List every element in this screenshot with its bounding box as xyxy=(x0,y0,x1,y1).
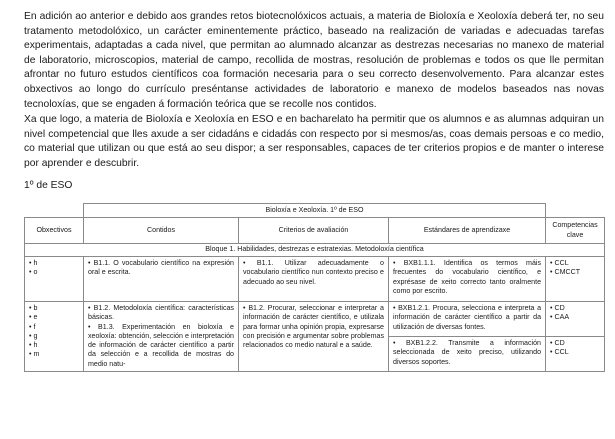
header-estandares: Estándares de aprendizaxe xyxy=(389,218,546,244)
block-title: Bloque 1. Habilidades, destrezas e estratexias. Metodoloxía científica xyxy=(25,244,605,257)
second-paragraph: Xa que logo, a materia de Bioloxía e Xeoloxía en ESO e en bacharelato ha permitir que os alumnos e as alumnas adquiran un nivel competencial que lles axude a ser cidadáns e cidadás con respecto por si mesmos/as, coas demais persoas e co medio, co material que utilizan ou que está ao seu dispor; a ser responsables, capaces de ter criterios propios e de manter o interese por aprender e descubrir. xyxy=(24,114,604,169)
curriculum-table xyxy=(24,203,605,372)
criterios-cell xyxy=(239,257,389,302)
section-heading: 1º de ESO xyxy=(24,180,73,191)
competencia-item: • CAA xyxy=(550,313,600,322)
table-title: Bioloxía e Xeoloxía. 1º de ESO xyxy=(84,204,546,218)
estandar-item: • BXB1.2.1. Procura, selecciona e interpreta a información de carácter científico a partir da utilización de diversas fontes. xyxy=(393,304,541,332)
competencias-cell xyxy=(546,302,605,337)
criterios-cell xyxy=(239,302,389,372)
estandares-cell xyxy=(389,302,546,337)
contido-item: • B1.1. O vocabulario científico na expresión oral e escrita. xyxy=(88,259,234,278)
obxectivo-item: • m xyxy=(29,350,79,359)
header-contidos: Contidos xyxy=(84,218,239,244)
obxectivo-item: • h xyxy=(29,259,79,268)
criterio-item: • B1.2. Procurar, seleccionar e interpretar a información de carácter científico, e utilizala para formar unha opinión propia, expresarse con precisión e argumentar sobre problemas relacionados co medio natural e a saúde. xyxy=(243,304,384,350)
estandar-item: • BXB1.2.2. Transmite a información seleccionada de xeito preciso, utilizando diversos soportes. xyxy=(393,339,541,367)
obxectivo-item: • b xyxy=(29,304,79,313)
contidos-cell xyxy=(84,302,239,372)
contidos-cell xyxy=(84,257,239,302)
estandares-cell xyxy=(389,257,546,302)
table-row xyxy=(25,302,605,337)
intro-paragraph: En adición ao anterior e debido aos grandes retos biotecnolóxicos actuais, a materia de Bioloxía e Xeoloxía deberá ter, no seu tratamento metodolóxico, un carácter eminentemente práctico, baseado na realización de variadas e adecuadas tarefas experimentais, adaptadas a cada nivel, que permitan ao alumnado alcanzar as destrezas necesarias no manexo de material de laboratorio, microscopios, material de campo, recollida de mostras, resolución de problemas e todos os que lle permitan afrontar no futuro estudos científicos coa formación necesaria para o seu correcto desenvolvemento. Para alcanzar estes obxectivos ao longo do currículo preséntanse actividades de laboratorio e manexo de modelos baseados nas novas tecnoloxías, que se engaden á formación teórica que se recolle nos contidos. xyxy=(24,11,604,110)
obxectivo-item: • e xyxy=(29,313,79,322)
obxectivo-item: • g xyxy=(29,332,79,341)
competencia-item: • CD xyxy=(550,304,600,313)
obxectivo-item: • f xyxy=(29,323,79,332)
table-row xyxy=(25,257,605,302)
estandares-cell xyxy=(389,337,546,372)
obxectivo-item: • h xyxy=(29,341,79,350)
header-competencias: Competencias clave xyxy=(546,218,605,244)
obxectivos-cell xyxy=(25,302,84,372)
obxectivo-item: • o xyxy=(29,268,79,277)
competencia-item: • CCL xyxy=(550,348,600,357)
competencias-cell xyxy=(546,337,605,372)
competencias-cell xyxy=(546,257,605,302)
contido-item: • B1.3. Experimentación en bioloxía e xeoloxía: obtención, selección e interpretación de información de carácter científico a partir da selección e a recollida de mostras do medio natu- xyxy=(88,323,234,369)
header-obxectivos: Obxectivos xyxy=(25,218,84,244)
competencia-item: • CD xyxy=(550,339,600,348)
criterio-item: • B1.1. Utilizar adecuadamente o vocabulario científico nun contexto preciso e adecuado ao seu nivel. xyxy=(243,259,384,287)
obxectivos-cell xyxy=(25,257,84,302)
contido-item: • B1.2. Metodoloxía científica: características básicas. xyxy=(88,304,234,323)
estandar-item: • BXB1.1.1. Identifica os termos máis frecuentes do vocabulario científico, e exprésase de xeito correcto tanto oralmente como por escrito. xyxy=(393,259,541,296)
competencia-item: • CCL xyxy=(550,259,600,268)
competencia-item: • CMCCT xyxy=(550,268,600,277)
header-criterios: Criterios de avaliación xyxy=(239,218,389,244)
